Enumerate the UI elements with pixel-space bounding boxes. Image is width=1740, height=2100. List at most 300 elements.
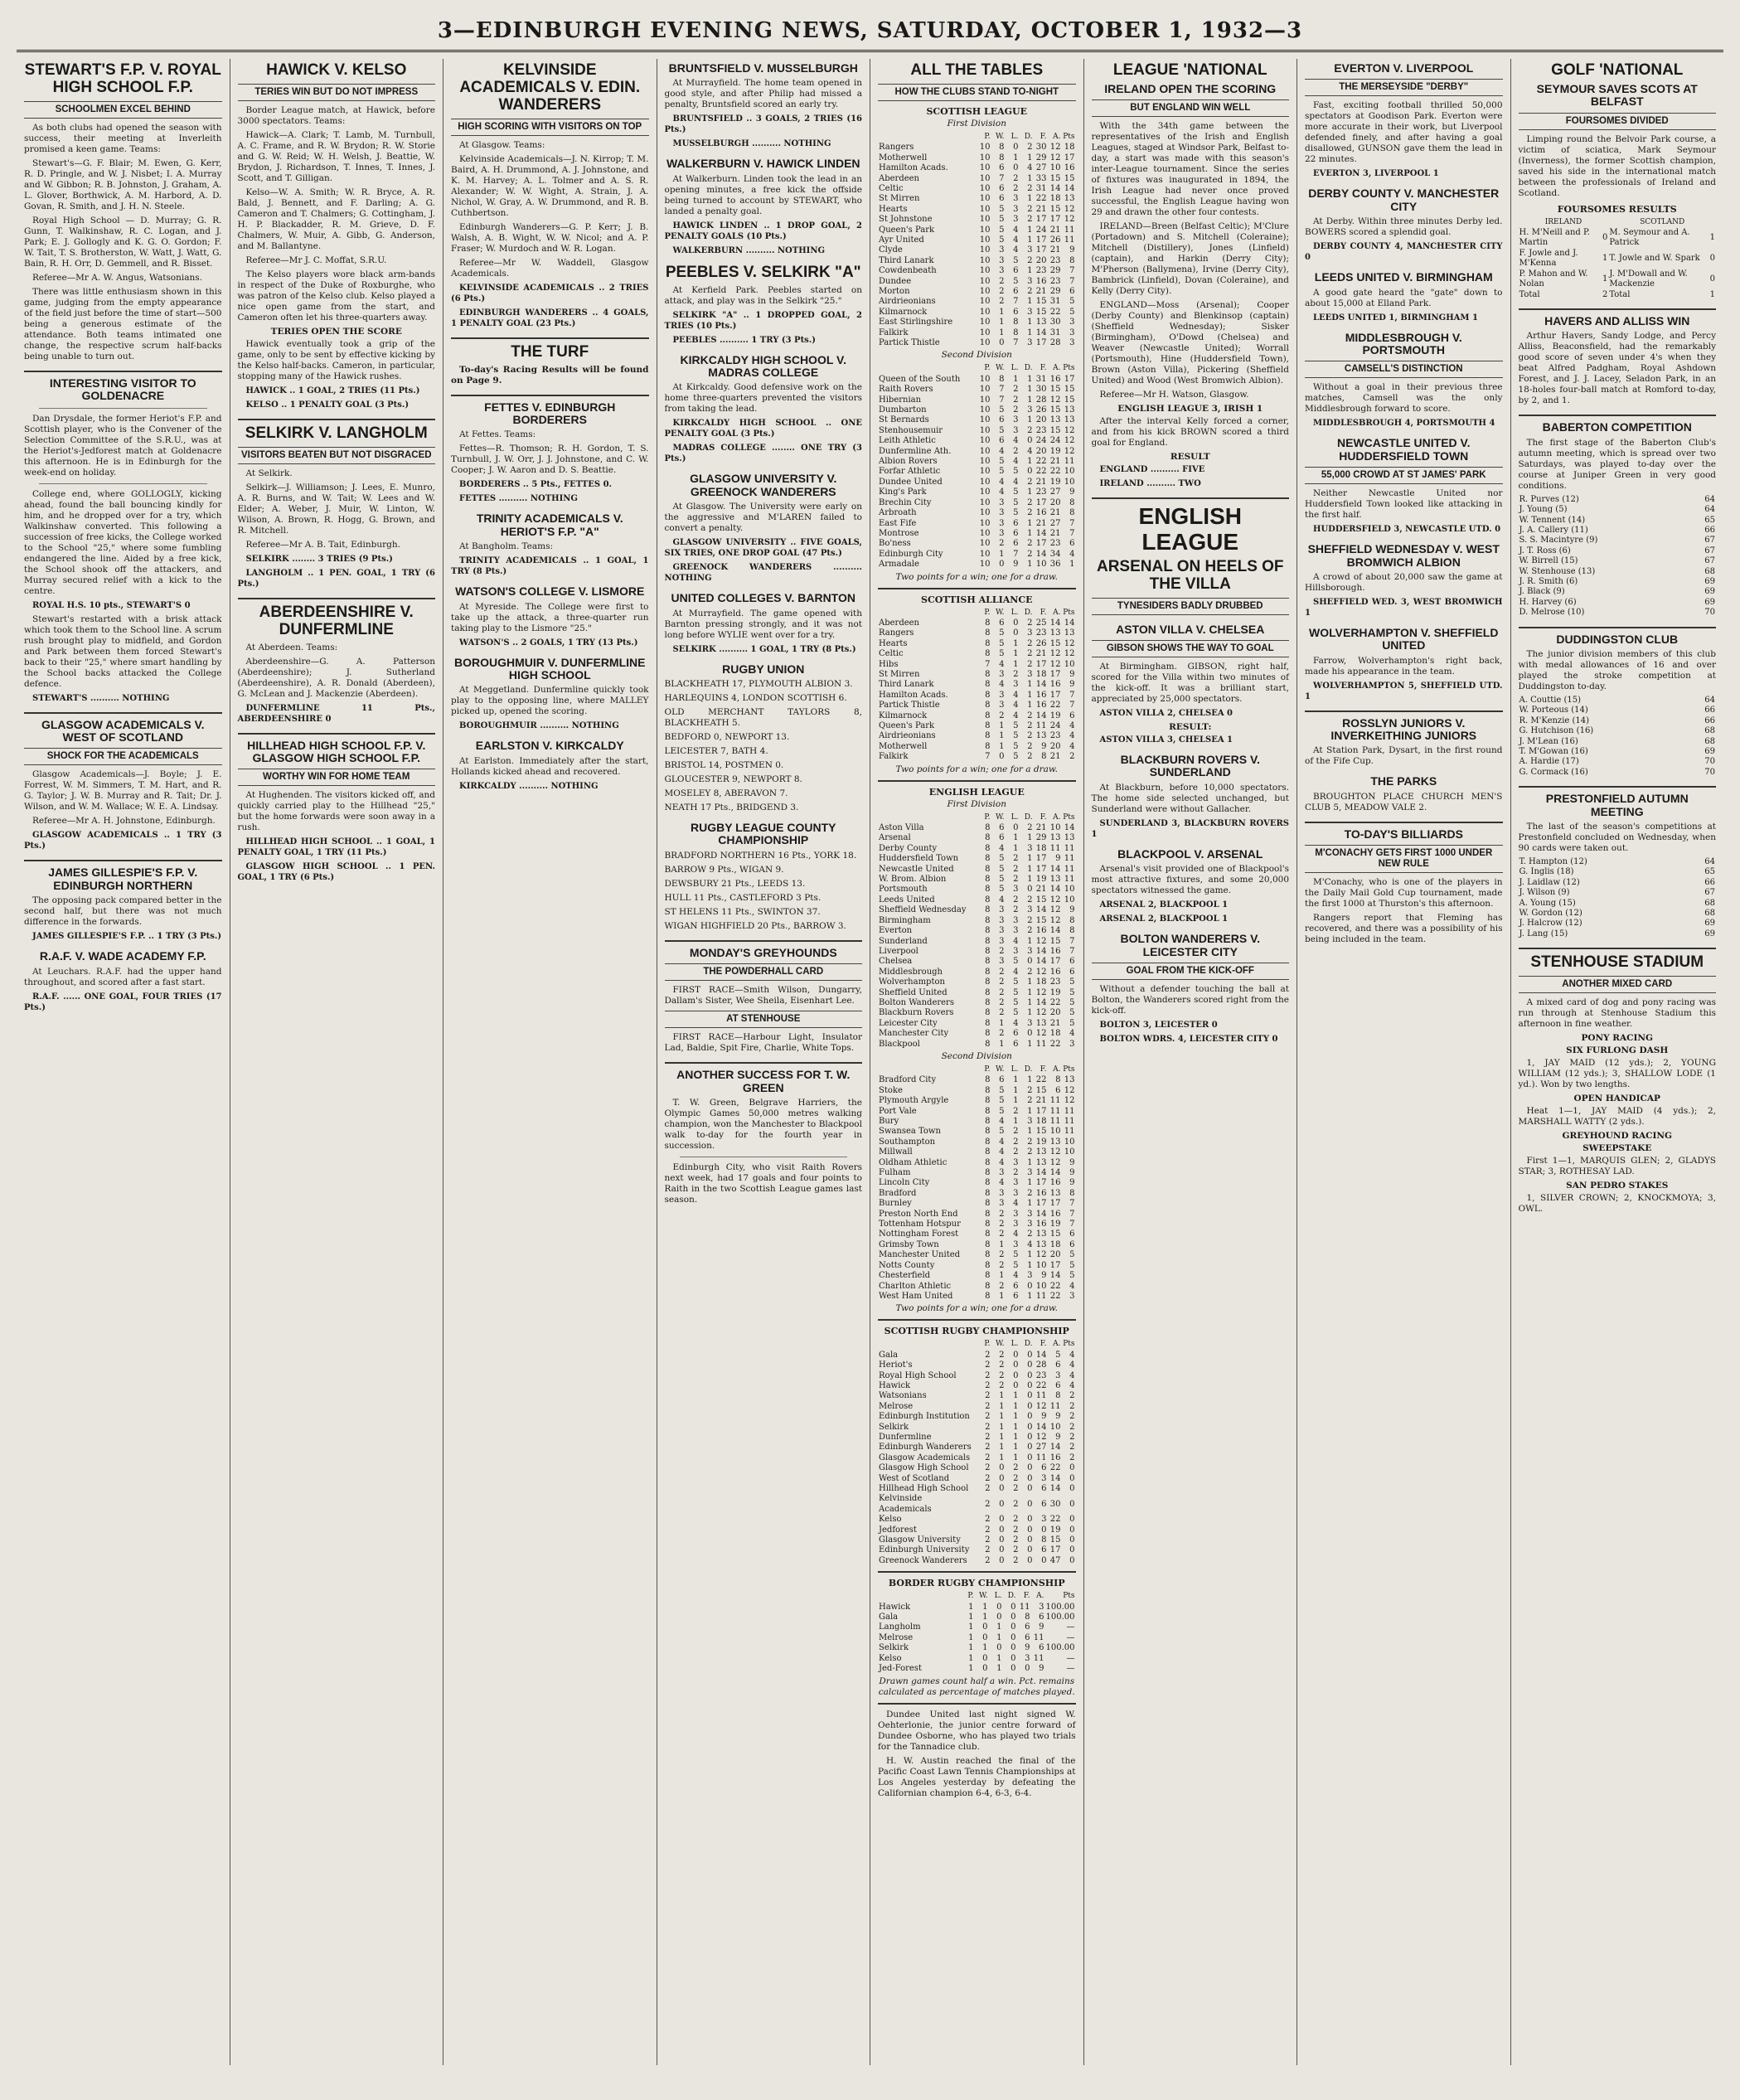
table-cell: 4 <box>999 477 1005 487</box>
table-cell: 1 <box>1027 1250 1033 1260</box>
table-cell: 0 <box>1027 1473 1033 1483</box>
table-title: FOURSOMES RESULTS <box>1557 203 1677 215</box>
table-cell: 2 <box>985 1555 991 1565</box>
table-cell: 2 <box>999 539 1005 549</box>
league-table-scottish-alliance <box>878 607 1076 763</box>
column-header <box>878 1338 977 1350</box>
table-cell: 8 <box>985 1117 991 1127</box>
table-cell: 4 <box>1013 1271 1019 1281</box>
table-cell: 1 <box>1027 1178 1033 1188</box>
table-row <box>878 1147 1076 1157</box>
score-line: KIRKCALDY .......... NOTHING <box>459 781 599 791</box>
article-middlesbrough-portsmouth <box>1305 332 1503 429</box>
table-cell: 22 <box>1049 1281 1061 1291</box>
table-row <box>878 487 1076 497</box>
table-cell: 0 <box>1027 1545 1033 1555</box>
team-name: Gala <box>879 1350 899 1360</box>
table-cell: 10 <box>979 518 991 528</box>
paragraph: The opposing pack compared better in the second half, but there was not much difference in the forwards. <box>24 895 222 928</box>
table-cell: 17 <box>1049 215 1061 225</box>
table-cell: 3 <box>1041 1473 1047 1483</box>
table-cell: 6 <box>1013 286 1019 296</box>
table-cell: 11 <box>1064 864 1075 874</box>
table-cell: 1 <box>996 1622 1002 1632</box>
table-cell: 0 <box>1013 1380 1019 1390</box>
table-row <box>878 338 1076 348</box>
table-cell: 8 <box>985 1008 991 1018</box>
table-cell: 17 <box>1049 690 1061 700</box>
table-row <box>878 660 1076 670</box>
table-cell: 10 <box>979 425 991 435</box>
table-cell: 100.00 <box>1045 1602 1075 1612</box>
table-cell: 6 <box>1069 1229 1075 1239</box>
table-cell: 28 <box>1035 395 1047 405</box>
table-cell: 8 <box>985 823 991 833</box>
subheadline: SCHOOLMEN EXCEL BEHIND <box>24 101 222 119</box>
table-cell: 0 <box>999 1499 1005 1509</box>
table-cell: 5 <box>1013 276 1019 286</box>
column-4 <box>657 59 871 2065</box>
table-cell: 14 <box>1049 864 1061 874</box>
table-row <box>878 691 1076 701</box>
team-name: Greenock Wanderers <box>879 1555 967 1565</box>
headline: MONDAY'S GREYHOUNDS <box>689 945 837 959</box>
paragraph: Referee—Mr W. Waddell, Glasgow Academicals. <box>451 257 649 279</box>
team-name: Oldham Athletic <box>879 1157 948 1167</box>
table-cell: 5 <box>999 649 1005 659</box>
article-body <box>665 78 863 149</box>
team-name: Arbroath <box>879 508 917 518</box>
table-cell: 3 <box>999 690 1005 700</box>
table-cell: P. Mahon and W. Nolan <box>1519 269 1588 289</box>
table-cell: 17 <box>1035 1106 1047 1116</box>
article-glasgow-uni-greenock <box>665 473 863 584</box>
table-row <box>878 194 1076 204</box>
table-cell: 7 <box>1013 297 1019 307</box>
table-cell: 14 <box>1049 885 1061 895</box>
table-cell: 5 <box>1013 508 1019 518</box>
table-cell: 24 <box>1035 436 1047 446</box>
player-score: 66 <box>1704 525 1715 535</box>
table-cell: 3 <box>1027 1271 1033 1281</box>
table-row <box>878 618 1076 628</box>
table-cell: 13 <box>1064 415 1075 425</box>
table-row <box>878 1545 1076 1555</box>
score-line: ENGLAND .......... FIVE <box>1099 465 1205 475</box>
team-name: Hibernian <box>879 395 922 405</box>
table-row <box>878 1535 1076 1545</box>
article-interesting-visitor <box>24 377 222 704</box>
table-cell: 2 <box>1013 1515 1019 1525</box>
divider <box>1092 497 1290 499</box>
table-cell: 10 <box>979 266 991 276</box>
table-cell: 8 <box>985 1039 991 1049</box>
league-title: SCOTTISH ALLIANCE <box>921 594 1033 605</box>
list-item <box>1519 909 1717 919</box>
paragraph: The last of the season's competitions at Prestonfield concluded on Wednesday, when 90 cards were taken out. <box>1518 822 1716 853</box>
team-name: Heriot's <box>879 1360 913 1370</box>
table-cell: 13 <box>1049 415 1061 425</box>
table-cell: 6 <box>1069 286 1075 296</box>
headline: THE TURF <box>511 342 589 361</box>
headline: ROSSLYN JUNIORS V. INVERKEITHING JUNIORS <box>1330 715 1477 743</box>
table-cell: 2 <box>1013 1127 1019 1137</box>
table-cell: 2 <box>1069 1401 1075 1411</box>
table-cell: 16 <box>1049 1178 1061 1188</box>
table-cell: 1 <box>999 307 1005 317</box>
table-cell: 6 <box>1013 1291 1019 1301</box>
table-row <box>878 957 1076 967</box>
table-cell: 9 <box>1055 1432 1061 1442</box>
table-cell: 1 <box>1027 987 1033 997</box>
headline: HAWICK V. KELSO <box>266 61 407 79</box>
table-cell: 11 <box>1049 1106 1061 1116</box>
table-cell: 0 <box>1011 1643 1016 1653</box>
player-score: 68 <box>1704 909 1715 919</box>
table-cell: 2 <box>999 967 1005 977</box>
team-name: Fulham <box>879 1168 911 1178</box>
team-name: Edinburgh City <box>879 549 943 559</box>
table-cell: 17 <box>1035 659 1047 669</box>
table-cell: 10 <box>979 467 991 477</box>
columns <box>17 59 1723 2065</box>
table-cell: 12 <box>1049 1147 1061 1157</box>
table-cell: 2 <box>1027 1229 1033 1239</box>
team-name: Queen of the South <box>879 374 961 384</box>
team-name: Portsmouth <box>879 885 928 895</box>
list-item <box>1519 757 1717 767</box>
table-cell: 1 <box>999 1401 1005 1411</box>
list-item <box>1519 556 1717 566</box>
score-line: LEEDS UNITED 1, BIRMINGHAM 1 <box>1313 313 1478 323</box>
table-cell: 12 <box>1064 425 1075 435</box>
table-cell: 14 <box>1035 327 1047 337</box>
table-cell: 8 <box>985 885 991 895</box>
team-name: Bradford City <box>879 1075 937 1085</box>
table-cell: 29 <box>1049 266 1061 276</box>
table-cell: 0 <box>1011 1664 1016 1674</box>
table-cell: 100.00 <box>1045 1643 1075 1653</box>
table-cell: 15 <box>1035 307 1047 317</box>
divider <box>878 780 1076 782</box>
table-row <box>878 628 1076 638</box>
player-score: 67 <box>1704 556 1715 566</box>
table-cell: 2 <box>1027 1188 1033 1198</box>
table-cell: 1 <box>999 327 1005 337</box>
table-cell: 3 <box>999 936 1005 946</box>
table-cell: 5 <box>999 467 1005 477</box>
table-row <box>878 205 1076 215</box>
paragraph: At Birmingham. GIBSON, right half, scored for the Villa within two minutes of the kick-off. It was a brilliant start, appreciated by 25,000 spectators. <box>1091 662 1289 705</box>
table-cell: 18 <box>1035 669 1047 679</box>
table-cell: 6 <box>1069 957 1075 967</box>
table-cell: 16 <box>1049 1453 1061 1462</box>
headline: JAMES GILLESPIE'S F.P. V. EDINBURGH NORTHERN <box>48 866 198 892</box>
table-cell: 8 <box>985 638 991 648</box>
article-body <box>1305 792 1503 813</box>
table-cell: 6 <box>999 436 1005 446</box>
table-cell: 1 <box>1027 1075 1033 1085</box>
team-name: Sheffield Wednesday <box>879 905 967 915</box>
table-cell: 5 <box>999 1085 1005 1095</box>
headline: BLACKBURN ROVERS V. SUNDERLAND <box>1120 753 1260 779</box>
table-cell: 1 <box>1027 1157 1033 1167</box>
player-name: J. Laidlaw (12) <box>1519 877 1580 887</box>
table-cell: 3 <box>1013 204 1019 214</box>
table-cell: 2 <box>1027 539 1033 549</box>
table-cell: 8 <box>1013 318 1019 327</box>
table-cell: 12 <box>1049 143 1061 153</box>
table-cell: 3 <box>1027 276 1033 286</box>
table-cell: 1 <box>1027 194 1033 204</box>
table-cell: 10 <box>1035 560 1047 570</box>
table-cell: 14 <box>1049 1271 1061 1281</box>
table-cell: 8 <box>985 721 991 731</box>
table-row <box>878 1292 1076 1302</box>
subheading: SIX FURLONG DASH <box>1566 1045 1669 1056</box>
table-cell: 4 <box>999 446 1005 456</box>
subheadline: 55,000 CROWD AT ST JAMES' PARK <box>1305 467 1503 484</box>
table-cell: 4 <box>1013 477 1019 487</box>
table-cell: 2 <box>1013 1484 1019 1494</box>
table-row <box>878 1158 1076 1168</box>
table-cell: 1 <box>1027 225 1033 235</box>
team-name: Huddersfield Town <box>879 854 959 864</box>
team-name: Manchester United <box>879 1250 961 1260</box>
table-cell: 8 <box>985 1029 991 1039</box>
table-cell: 2 <box>999 711 1005 720</box>
team-name: Royal High School <box>879 1370 957 1380</box>
table-cell: 7 <box>1069 936 1075 946</box>
paragraph: Selkirk—J. Williamson; J. Lees, E. Munro, A. R. Burns, and W. Tait; W. Lees and W. Elder; A. Weber, J. Muir, W. Linton, W. Wilson, A. Brown, R. Hogg, G. Brown, and R. Mitchell. <box>237 482 435 536</box>
player-score: 64 <box>1704 505 1715 515</box>
points-note: Two points for a win; one for a draw. <box>895 571 1058 582</box>
table-cell: 2 <box>985 1535 991 1545</box>
table-cell: 10 <box>979 338 991 348</box>
team-name: Bo'ness <box>879 539 911 549</box>
paragraph: T. W. Green, Belgrave Harriers, the Olympic Games 50,000 metres walking champion, won the Manchester to Blackpool walk to-day for the fourth year in succession. <box>664 1097 862 1151</box>
table-cell: 4 <box>999 843 1005 853</box>
score-line: SELKIRK "A" .. 1 DROPPED GOAL, 2 TRIES (10 Pts.) <box>664 310 862 331</box>
table-row <box>878 318 1076 327</box>
headline: ABERDEENSHIRE V. DUNFERMLINE <box>259 603 414 638</box>
table-row <box>878 1603 1076 1613</box>
score-line: HUDDERSFIELD 3, NEWCASTLE UTD. 0 <box>1313 525 1501 535</box>
table-cell: 0 <box>996 1613 1002 1622</box>
table-cell: 2 <box>1027 143 1033 153</box>
table-cell: 3 <box>999 245 1005 255</box>
score-line: DUNFERMLINE 11 Pts., ABERDEENSHIRE 0 <box>237 703 435 724</box>
table-cell: 1 <box>1709 289 1715 299</box>
table-cell: 2 <box>1069 1412 1075 1422</box>
table-cell: 13 <box>1049 833 1061 843</box>
table-cell: 10 <box>1064 467 1075 477</box>
table-cell: 13 <box>1064 405 1075 415</box>
subheadline: ANOTHER MIXED CARD <box>1519 976 1717 993</box>
table-cell: 0 <box>999 1535 1005 1545</box>
table-cell: 2 <box>1013 1147 1019 1157</box>
headline: MIDDLESBROUGH V. PORTSMOUTH <box>1345 330 1462 356</box>
table-row <box>878 143 1076 153</box>
table-cell: 2 <box>1013 1545 1019 1555</box>
table-cell: 21 <box>1049 528 1061 538</box>
table-cell: 8 <box>1069 508 1075 518</box>
table-cell: 2 <box>1013 905 1019 915</box>
table-cell: 26 <box>1035 405 1047 415</box>
table-cell: 1 <box>1027 864 1033 874</box>
table-cell: 1 <box>1027 1106 1033 1116</box>
team-name: Rangers <box>879 628 914 638</box>
table-cell: 4 <box>1027 1239 1033 1249</box>
table-cell: 4 <box>1013 701 1019 711</box>
table-cell: 16 <box>1049 680 1061 690</box>
column-header: L. <box>994 1592 1002 1601</box>
article-derby-mancity <box>1305 187 1503 263</box>
table-cell: 3 <box>999 1199 1005 1209</box>
table-cell: 2 <box>999 1380 1005 1390</box>
table-cell: 10 <box>979 446 991 456</box>
table-cell: 8 <box>985 628 991 638</box>
article-the-turf <box>451 344 649 386</box>
table-cell: 13 <box>1049 1137 1061 1147</box>
table-cell: 2 <box>1027 425 1033 435</box>
table-cell: 11 <box>1033 1653 1044 1663</box>
table-cell: 2 <box>1013 1106 1019 1116</box>
table-row <box>878 1515 1076 1525</box>
table-cell: 7 <box>1069 1209 1075 1219</box>
table-cell: 2 <box>1027 1096 1033 1106</box>
table-row <box>878 895 1076 905</box>
table-cell: 3 <box>1069 318 1075 327</box>
table-cell: 21 <box>1035 518 1047 528</box>
article-league-national <box>1092 62 1290 489</box>
paragraph: The first stage of the Baberton Club's autumn meeting, which is spread over two Saturdays, was played to-day over the course at Juniper Green in very good conditions. <box>1518 437 1716 491</box>
table-cell: 12 <box>1035 1401 1047 1411</box>
column-header: D. <box>1024 364 1033 373</box>
article-body <box>451 602 649 648</box>
team-name: Celtic <box>879 649 904 659</box>
score-line: STEWART'S .......... NOTHING <box>32 693 170 703</box>
table-cell: 12 <box>1049 895 1061 905</box>
list-item <box>1519 505 1717 515</box>
paragraph: Heat 1—1, JAY MAID (4 yds.); 2, MARSHALL WATTY (2 yds.). <box>1518 1106 1716 1128</box>
table-cell: 4 <box>999 1117 1005 1127</box>
table-cell: 6 <box>1013 307 1019 317</box>
paragraph: At Selkirk. <box>245 468 293 478</box>
article-body <box>1092 984 1290 1045</box>
table-cell: 20 <box>1049 741 1061 751</box>
player-score: 68 <box>1704 736 1715 746</box>
table-cell: 8 <box>1055 1391 1061 1401</box>
table-cell: 2 <box>985 1545 991 1555</box>
table-row <box>878 752 1076 762</box>
table-cell: 15 <box>1049 638 1061 648</box>
table-cell: 5 <box>1013 1008 1019 1018</box>
paragraph: FIRST RACE—Harbour Light, Insulator Lad, Baldie, Spit Fire, Charlie, White Tops. <box>664 1032 862 1054</box>
table-cell: 16 <box>1035 926 1047 936</box>
table-cell: 8 <box>1069 926 1075 936</box>
table-row <box>878 174 1076 184</box>
table-cell: 1 <box>999 1412 1005 1422</box>
table-cell: 1 <box>1027 1291 1033 1301</box>
column-header: W. <box>995 132 1005 141</box>
table-cell: 3 <box>1027 1220 1033 1229</box>
table-cell: 8 <box>985 669 991 679</box>
table-cell: 1 <box>1013 1096 1019 1106</box>
table-cell: 10 <box>979 225 991 235</box>
team-name: Aberdeen <box>879 618 919 628</box>
table-cell: 21 <box>1049 508 1061 518</box>
table-cell: 14 <box>1049 1443 1061 1453</box>
paragraph: FIRST RACE—Smith Wilson, Dungarry, Dallam's Sister, Wee Sheila, Eisenhart Lee. <box>664 985 862 1006</box>
table-cell: 6 <box>1013 1039 1019 1049</box>
paragraph: Fettes—R. Thomson; R. H. Gordon, T. S. Turnbull, J. W. Orr, J. J. Johnstone, and C. W. Cooper; J. W. Aaron and D. S. Beattie. <box>451 444 649 476</box>
table-cell: 1 <box>999 1018 1005 1028</box>
table-cell: 10 <box>979 405 991 415</box>
player-score: 67 <box>1704 536 1715 546</box>
column-header: F. <box>1023 1592 1030 1601</box>
table-cell: 3 <box>1013 946 1019 956</box>
result-label: RESULT <box>1170 452 1210 463</box>
table-cell: 2 <box>999 297 1005 307</box>
table-cell: 8 <box>985 1127 991 1137</box>
score-line: BORDERERS .. 5 Pts., FETTES 0. <box>459 480 613 490</box>
score-line: TRINITY ACADEMICALS .. 1 GOAL, 1 TRY (8 Pts.) <box>451 556 649 577</box>
table-row <box>878 1261 1076 1271</box>
paragraph: Without a goal in their previous three matches, Camsell was the only Middlesbrough forward to score. <box>1305 382 1503 415</box>
table-cell: 10 <box>979 215 991 225</box>
result-line: LEICESTER 7, BATH 4. <box>664 746 768 757</box>
table-row <box>878 711 1076 721</box>
table-cell: 3 <box>1055 1370 1061 1380</box>
column-header: Pts <box>1063 364 1075 373</box>
table-cell: 1 <box>1013 374 1019 384</box>
headline: WALKERBURN V. HAWICK LINDEN <box>666 157 860 171</box>
column-header: Pts <box>1063 608 1075 617</box>
player-name: T. M'Gowan (16) <box>1519 747 1588 756</box>
table-cell: 1 <box>999 318 1005 327</box>
table-cell: 12 <box>1064 638 1075 648</box>
table-cell: 2 <box>1027 711 1033 720</box>
table-row <box>878 467 1076 477</box>
table-cell: 3 <box>1027 1209 1033 1219</box>
table-cell: 5 <box>1069 1271 1075 1281</box>
table-cell: 15 <box>1049 425 1061 435</box>
score-line: GLASGOW UNIVERSITY .. FIVE GOALS, SIX TRIES, ONE DROP GOAL (47 Pts.) <box>664 538 862 559</box>
team-name: East Fife <box>879 518 917 528</box>
team-name: Selkirk <box>879 1422 909 1432</box>
table-cell: 5 <box>999 875 1005 885</box>
table-cell: 8 <box>985 1239 991 1249</box>
table-row <box>878 1075 1076 1085</box>
table-cell: 8 <box>1013 327 1019 337</box>
table-cell: 1 <box>999 731 1005 741</box>
team-name: Kelso <box>879 1515 902 1525</box>
paragraph: Referee—Mr A. B. Tait, Edinburgh. <box>245 539 400 550</box>
table-cell: 10 <box>979 235 991 245</box>
player-name: A. Hardie (17) <box>1519 757 1579 767</box>
article-raf-wade <box>24 950 222 1012</box>
paragraph: 1, SILVER CROWN; 2, KNOCKMOYA; 3, OWL. <box>1518 1193 1716 1215</box>
headline: DERBY COUNTY V. MANCHESTER CITY <box>1308 187 1500 213</box>
score-line: WOLVERHAMPTON 5, SHEFFIELD UTD. 1 <box>1305 681 1503 701</box>
table-row <box>878 721 1076 731</box>
table-cell: 1 <box>1013 1085 1019 1095</box>
table-cell: 0 <box>1027 1484 1033 1494</box>
paragraph: At Fettes. Teams: <box>459 429 536 440</box>
table-cell: 17 <box>1035 1178 1047 1188</box>
table-cell: 47 <box>1049 1555 1061 1565</box>
